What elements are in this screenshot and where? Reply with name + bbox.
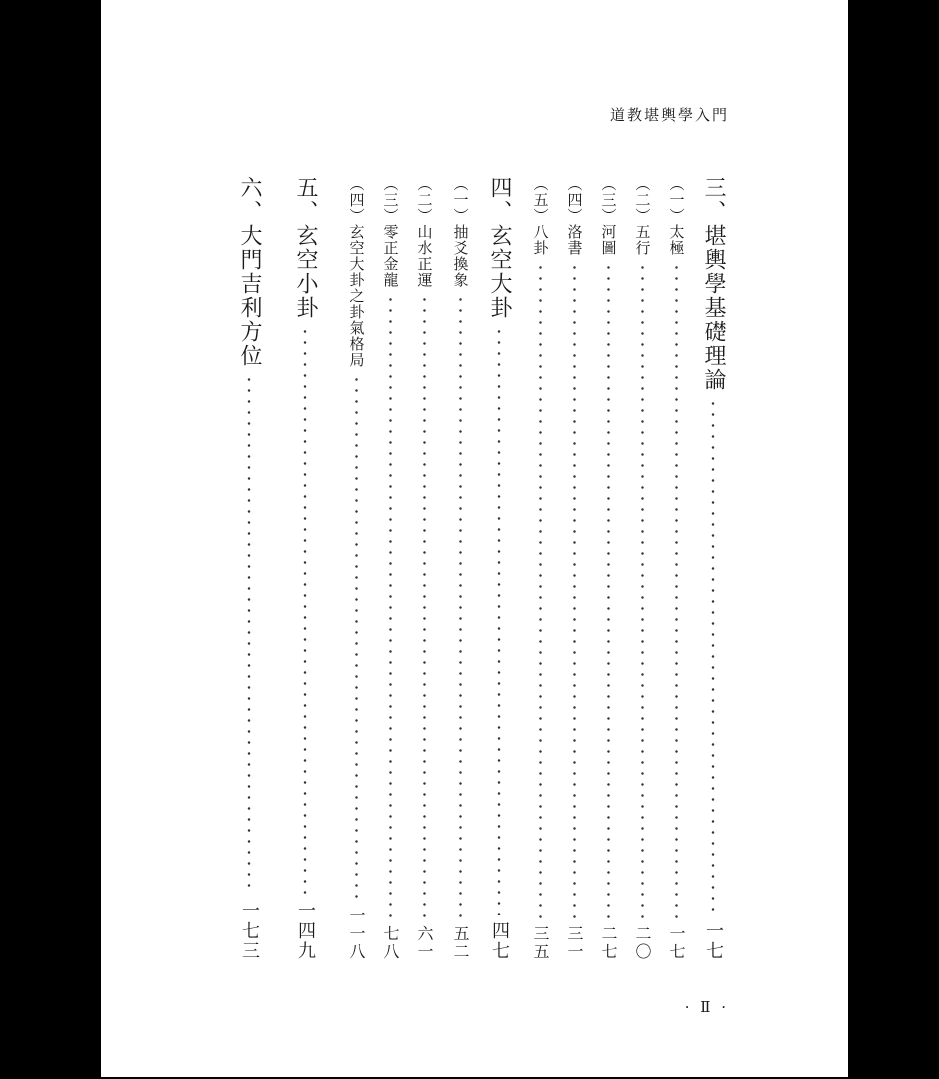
page-number: · Ⅱ · [684,998,729,1016]
toc-entry-page: 一一八 [347,907,366,961]
dot-leader [294,326,316,895]
toc-entry-title: 四、玄空大卦 [487,176,512,320]
book-page [101,0,848,1077]
toc-entry-page: 七八 [381,925,400,961]
toc-entry [668,176,684,961]
toc-entry-page: 二〇 [633,925,652,961]
toc-entry-title: （三）河圖 [599,176,618,256]
toc-entry [566,176,582,961]
toc-entry-page: 三五 [531,925,550,961]
toc-entry-title: 六、大門吉利方位 [237,176,262,368]
toc-entry-title: （二）五行 [633,176,652,256]
toc-entry-title: 三、堪輿學基礎理論 [701,176,726,392]
toc-entry-title: （一）抽爻換象 [451,176,470,288]
toc-entry-title: （一）太極 [667,176,686,256]
dot-leader [417,294,432,919]
dot-leader [453,294,468,919]
dot-leader [567,262,582,919]
toc-entry-title: （四）洛書 [565,176,584,256]
toc-entry-page: 六一 [415,925,434,961]
toc-entry-title: （四）玄空大卦之卦氣格局 [347,176,366,368]
toc-entry [294,176,316,961]
toc-entry-page: 五二 [451,925,470,961]
dot-leader [702,398,724,915]
toc-entry-page: 四七 [489,921,510,961]
toc-entry-page: 二七 [599,925,618,961]
toc-entry [488,176,510,961]
toc-entry [416,176,432,961]
dot-leader [669,262,684,919]
toc-entry [634,176,650,961]
toc-entry-page: 一四九 [295,901,316,961]
dot-leader [601,262,616,919]
toc-entry-page: 一七三 [239,901,260,961]
dot-leader [383,294,398,919]
dot-leader [349,374,364,901]
toc-entry [348,176,364,961]
toc-entry-page: 三一 [565,925,584,961]
toc-entry [600,176,616,961]
toc-entry [382,176,398,961]
toc-entry [452,176,468,961]
toc-entry-title: （二）山水正運 [415,176,434,288]
dot-leader [635,262,650,919]
toc-entry-page: 一七 [703,921,724,961]
toc-entry-title: （五）八卦 [531,176,550,256]
toc-entry [532,176,548,961]
running-header: 道教堪輿學入門 [609,106,729,124]
toc-entry-title: 五、玄空小卦 [293,176,318,320]
toc-entry-title: （三）零正金龍 [381,176,400,288]
toc-entry [238,176,260,961]
dot-leader [238,374,260,895]
toc-entry-page: 一七 [667,925,686,961]
dot-leader [488,326,510,915]
dot-leader [533,262,548,919]
toc-entry [702,176,724,961]
